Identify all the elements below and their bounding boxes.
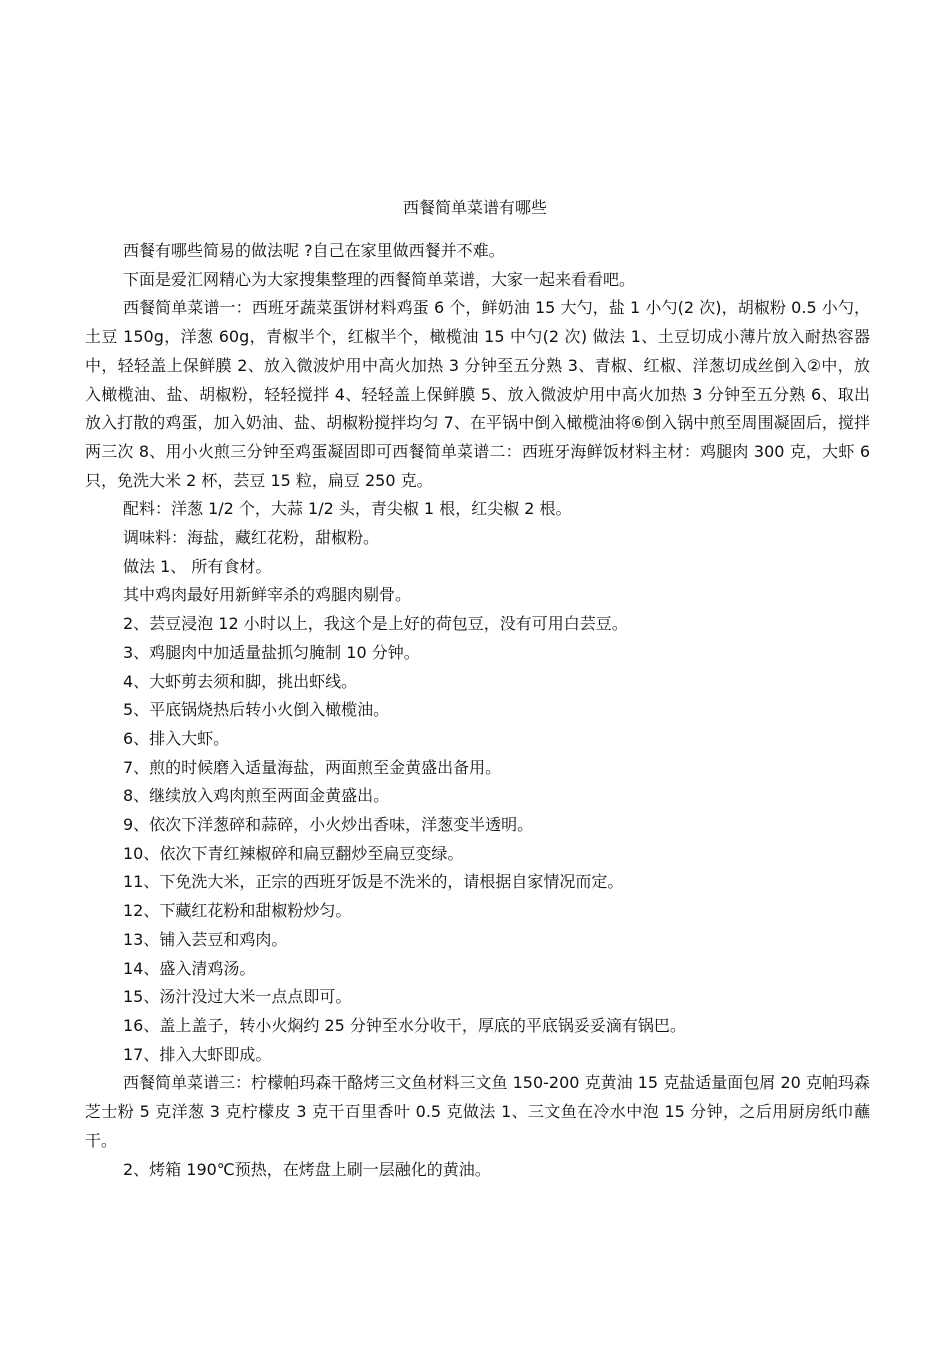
paragraph: 2、烤箱 190℃预热，在烤盘上刷一层融化的黄油。 xyxy=(123,1159,491,1179)
paragraph: 15、汤汁没过大米一点点即可。 xyxy=(123,987,352,1007)
paragraph: 9、依次下洋葱碎和蒜碎，小火炒出香味，洋葱变半透明。 xyxy=(123,815,534,835)
paragraph: 17、排入大虾即成。 xyxy=(123,1044,272,1064)
paragraph: 西餐简单菜谱三：柠檬帕玛森干酪烤三文鱼材料三文鱼 150-200 克黄油 15 克盐适量面包屑 20 克帕玛森芝士粉 5 克洋葱 3 克柠檬皮 3 克干百里香叶 0.5 克做法 1、三文鱼在冷水中泡 15 分钟，之后用厨房纸巾蘸干。 xyxy=(85,1073,870,1150)
paragraph: 4、大虾剪去须和脚，挑出虾线。 xyxy=(123,671,358,691)
paragraph: 西餐有哪些简易的做法呢 ?自己在家里做西餐并不难。 xyxy=(123,241,505,260)
paragraph: 配料：洋葱 1/2 个，大蒜 1/2 头，青尖椒 1 根，红尖椒 2 根。 xyxy=(123,499,572,519)
document-title: 西餐简单菜谱有哪些 xyxy=(402,198,547,217)
paragraph: 做法 1、 所有食材。 xyxy=(123,556,272,576)
paragraph: 11、下免洗大米，正宗的西班牙饭是不洗米的，请根据自家情况而定。 xyxy=(123,872,624,892)
paragraph: 2、芸豆浸泡 12 小时以上，我这个是上好的荷包豆，没有可用白芸豆。 xyxy=(123,614,628,634)
paragraph: 8、继续放入鸡肉煎至两面金黄盛出。 xyxy=(123,786,390,806)
paragraph: 6、排入大虾。 xyxy=(123,728,230,748)
paragraph: 下面是爱汇网精心为大家搜集整理的西餐简单菜谱，大家一起来看看吧。 xyxy=(123,269,636,289)
document-body xyxy=(85,237,870,1184)
paragraph: 5、平底锅烧热后转小火倒入橄榄油。 xyxy=(123,700,390,720)
paragraph: 16、盖上盖子，转小火焖约 25 分钟至水分收干，厚底的平底锅妥妥滴有锅巴。 xyxy=(123,1015,686,1035)
paragraph: 其中鸡肉最好用新鲜宰杀的鸡腿肉剔骨。 xyxy=(123,585,412,605)
paragraph: 7、煎的时候磨入适量海盐，两面煎至金黄盛出备用。 xyxy=(123,757,502,777)
paragraph: 3、鸡腿肉中加适量盐抓匀腌制 10 分钟。 xyxy=(123,642,420,662)
paragraph: 10、依次下青红辣椒碎和扁豆翻炒至扁豆变绿。 xyxy=(123,843,464,863)
paragraph: 14、盛入清鸡汤。 xyxy=(123,958,256,978)
paragraph: 13、铺入芸豆和鸡肉。 xyxy=(123,929,288,949)
paragraph: 12、下藏红花粉和甜椒粉炒匀。 xyxy=(123,901,352,921)
paragraph: 西餐简单菜谱一：西班牙蔬菜蛋饼材料鸡蛋 6 个，鲜奶油 15 大勺，盐 1 小勺(2 次)，胡椒粉 0.5 小勺，土豆 150g，洋葱 60g，青椒半个，红椒半个，橄榄油 15 中勺(2 次) 做法 1、土豆切成小薄片放入耐热容器中，轻轻盖上保鲜膜 2、放入微波炉用中高火加热 3 分钟至五分熟 3、青椒、红椒、洋葱切成丝倒入②中，放入橄榄油、盐、胡椒粉，轻轻搅拌 4、轻轻盖上保鲜膜 5、放入微波炉用中高火加热 3 分钟至五分熟 6、取出放入打散的鸡蛋，加入奶油、盐、胡椒粉搅拌均匀 7、在平锅中倒入橄榄油将⑥倒入锅中煎至周围凝固后，搅拌两三次 8、用小火煎三分钟至鸡蛋凝固即可西餐简单菜谱二：西班牙海鲜饭材料主材：鸡腿肉 300 克，大虾 6 只，免洗大米 2 杯，芸豆 15 粒，扁豆 250 克。 xyxy=(85,298,870,490)
paragraph: 调味料：海盐，藏红花粉，甜椒粉。 xyxy=(123,528,380,548)
